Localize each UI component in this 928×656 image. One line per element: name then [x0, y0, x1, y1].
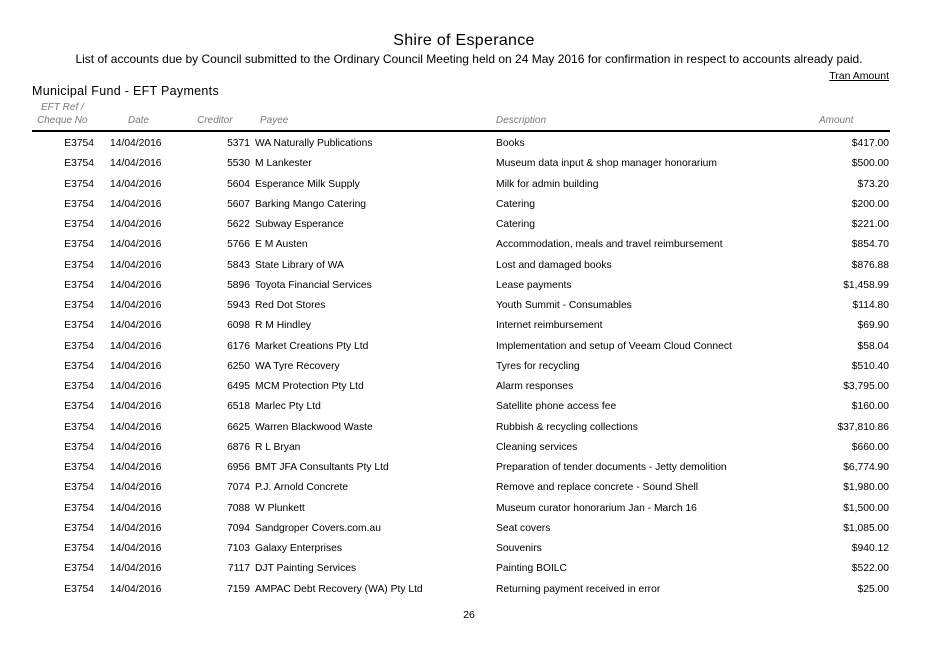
- payments-table-body: [0, 133, 928, 599]
- table-row: [0, 336, 928, 356]
- cell-date: 14/04/2016: [110, 502, 162, 514]
- cell-description: Alarm responses: [496, 381, 574, 392]
- cell-date: 14/04/2016: [110, 279, 162, 291]
- table-row: [0, 275, 928, 295]
- cell-date: 14/04/2016: [110, 543, 162, 554]
- cell-ref: E3754: [64, 300, 94, 311]
- cell-ref: E3754: [64, 482, 94, 494]
- cell-payee: P.J. Arnold Concrete: [255, 482, 349, 494]
- cell-ref: E3754: [64, 563, 94, 575]
- page-title: Shire of Esperance: [393, 32, 535, 49]
- cell-creditor: 6176: [227, 340, 250, 352]
- col-header-ref-line2: Cheque No: [37, 115, 88, 126]
- cell-ref: E3754: [64, 421, 94, 433]
- col-header-creditor: Creditor: [197, 115, 233, 126]
- cell-date: 14/04/2016: [110, 300, 162, 311]
- cell-description: Satellite phone access fee: [496, 401, 617, 413]
- cell-ref: E3754: [64, 381, 94, 392]
- cell-creditor: 6956: [227, 462, 250, 473]
- cell-payee: Toyota Financial Services: [255, 279, 372, 291]
- cell-payee: Esperance Milk Supply: [255, 178, 360, 190]
- col-header-payee: Payee: [260, 115, 289, 126]
- cell-description: Museum data input & shop manager honorarium: [496, 158, 717, 170]
- cell-amount: $660.00: [851, 441, 889, 453]
- table-row: [0, 315, 928, 335]
- table-row: [0, 153, 928, 173]
- cell-description: Preparation of tender documents - Jetty demolition: [496, 462, 727, 473]
- cell-creditor: 5371: [227, 138, 250, 149]
- cell-amount: $854.70: [851, 239, 889, 251]
- cell-date: 14/04/2016: [110, 219, 162, 230]
- cell-description: Remove and replace concrete - Sound Shell: [496, 482, 699, 494]
- cell-creditor: 6495: [227, 381, 250, 392]
- cell-payee: WA Tyre Recovery: [255, 360, 340, 372]
- cell-creditor: 7088: [227, 502, 250, 514]
- cell-amount: $58.04: [857, 340, 889, 352]
- cell-description: Lost and damaged books: [496, 259, 612, 271]
- cell-amount: $510.40: [851, 360, 889, 372]
- cell-date: 14/04/2016: [110, 462, 162, 473]
- cell-payee: DJT Painting Services: [255, 563, 357, 575]
- cell-creditor: 5896: [227, 279, 250, 291]
- cell-creditor: 5622: [227, 219, 250, 230]
- cell-payee: Marlec Pty Ltd: [255, 401, 321, 413]
- table-row: [0, 538, 928, 558]
- cell-creditor: 7103: [227, 543, 250, 554]
- cell-creditor: 6250: [227, 360, 250, 372]
- cell-payee: Galaxy Enterprises: [255, 543, 342, 554]
- cell-payee: MCM Protection Pty Ltd: [255, 381, 364, 392]
- cell-ref: E3754: [64, 360, 94, 372]
- cell-payee: R M Hindley: [255, 320, 312, 332]
- cell-description: Accommodation, meals and travel reimbursement: [496, 239, 723, 251]
- table-row: [0, 255, 928, 275]
- cell-description: Books: [496, 138, 525, 149]
- cell-date: 14/04/2016: [110, 522, 162, 534]
- cell-date: 14/04/2016: [110, 158, 162, 170]
- cell-description: Milk for admin building: [496, 178, 599, 190]
- cell-amount: $1,458.99: [843, 279, 889, 291]
- cell-creditor: 5604: [227, 178, 250, 190]
- cell-amount: $500.00: [851, 158, 889, 170]
- cell-description: Youth Summit - Consumables: [496, 300, 632, 311]
- table-row: [0, 214, 928, 234]
- cell-date: 14/04/2016: [110, 198, 162, 210]
- cell-ref: E3754: [64, 462, 94, 473]
- cell-amount: $200.00: [851, 198, 889, 210]
- cell-creditor: 5943: [227, 300, 250, 311]
- cell-description: Museum curator honorarium Jan - March 16: [496, 502, 697, 514]
- cell-creditor: 6876: [227, 441, 250, 453]
- cell-amount: $1,980.00: [843, 482, 889, 494]
- page-number: 26: [463, 609, 475, 621]
- tran-amount-label: Tran Amount: [829, 70, 889, 82]
- cell-payee: M Lankester: [255, 158, 312, 170]
- cell-payee: WA Naturally Publications: [255, 138, 373, 149]
- col-header-date: Date: [128, 115, 150, 126]
- cell-ref: E3754: [64, 401, 94, 413]
- cell-amount: $221.00: [851, 219, 889, 230]
- table-row: [0, 558, 928, 578]
- cell-payee: R L Bryan: [255, 441, 301, 453]
- table-row: [0, 295, 928, 315]
- cell-creditor: 7094: [227, 522, 250, 534]
- cell-payee: AMPAC Debt Recovery (WA) Pty Ltd: [255, 583, 423, 595]
- section-title: Municipal Fund - EFT Payments: [32, 84, 220, 98]
- cell-ref: E3754: [64, 158, 94, 170]
- cell-amount: $940.12: [851, 543, 889, 554]
- cell-ref: E3754: [64, 239, 94, 251]
- cell-creditor: 5607: [227, 198, 250, 210]
- cell-date: 14/04/2016: [110, 239, 162, 251]
- table-row: [0, 417, 928, 437]
- cell-ref: E3754: [64, 138, 94, 149]
- cell-description: Seat covers: [496, 522, 551, 534]
- table-row: [0, 194, 928, 214]
- cell-date: 14/04/2016: [110, 583, 162, 595]
- cell-ref: E3754: [64, 259, 94, 271]
- cell-description: Souvenirs: [496, 543, 542, 554]
- cell-creditor: 6625: [227, 421, 250, 433]
- cell-payee: Market Creations Pty Ltd: [255, 340, 369, 352]
- header-divider: [32, 130, 890, 132]
- cell-amount: $160.00: [851, 401, 889, 413]
- cell-description: Lease payments: [496, 279, 572, 291]
- cell-description: Implementation and setup of Veeam Cloud Connect: [496, 340, 732, 352]
- cell-ref: E3754: [64, 198, 94, 210]
- table-row: [0, 133, 928, 153]
- cell-amount: $1,500.00: [843, 502, 889, 514]
- cell-amount: $876.88: [851, 259, 889, 271]
- cell-date: 14/04/2016: [110, 381, 162, 392]
- cell-payee: Sandgroper Covers.com.au: [255, 522, 381, 534]
- cell-ref: E3754: [64, 320, 94, 332]
- cell-creditor: 7074: [227, 482, 250, 494]
- cell-payee: E M Austen: [255, 239, 308, 251]
- table-row: [0, 437, 928, 457]
- cell-date: 14/04/2016: [110, 441, 162, 453]
- cell-description: Returning payment received in error: [496, 583, 661, 595]
- cell-ref: E3754: [64, 219, 94, 230]
- cell-amount: $69.90: [857, 320, 889, 332]
- page-subtitle: List of accounts due by Council submitted to the Ordinary Council Meeting held on 24 May 2016 for confirmation in respect to accounts already paid.: [75, 52, 863, 66]
- table-row: [0, 234, 928, 254]
- table-row: [0, 376, 928, 396]
- cell-date: 14/04/2016: [110, 340, 162, 352]
- cell-description: Catering: [496, 219, 535, 230]
- cell-amount: $37,810.86: [837, 421, 889, 433]
- cell-date: 14/04/2016: [110, 563, 162, 575]
- cell-amount: $114.80: [852, 300, 889, 311]
- table-row: [0, 477, 928, 497]
- cell-payee: Barking Mango Catering: [255, 198, 367, 210]
- table-row: [0, 396, 928, 416]
- cell-amount: $1,085.00: [843, 522, 889, 534]
- cell-payee: State Library of WA: [255, 259, 344, 271]
- cell-amount: $6,774.90: [843, 462, 889, 473]
- cell-date: 14/04/2016: [110, 401, 162, 413]
- cell-ref: E3754: [64, 178, 94, 190]
- cell-description: Catering: [496, 198, 535, 210]
- cell-creditor: 6518: [227, 401, 250, 413]
- table-row: [0, 498, 928, 518]
- cell-date: 14/04/2016: [110, 482, 162, 494]
- cell-amount: $3,795.00: [843, 381, 889, 392]
- cell-ref: E3754: [64, 441, 94, 453]
- cell-creditor: 5766: [227, 239, 250, 251]
- cell-date: 14/04/2016: [110, 320, 162, 332]
- cell-payee: Subway Esperance: [255, 219, 344, 230]
- cell-ref: E3754: [64, 340, 94, 352]
- cell-ref: E3754: [64, 279, 94, 291]
- cell-description: Internet reimbursement: [496, 320, 603, 332]
- cell-ref: E3754: [64, 543, 94, 554]
- cell-amount: $25.00: [857, 583, 889, 595]
- cell-payee: BMT JFA Consultants Pty Ltd: [255, 462, 389, 473]
- col-header-description: Description: [496, 115, 547, 126]
- cell-payee: Warren Blackwood Waste: [255, 421, 373, 433]
- cell-creditor: 6098: [227, 320, 250, 332]
- cell-amount: $73.20: [857, 178, 889, 190]
- table-row: [0, 174, 928, 194]
- cell-date: 14/04/2016: [110, 178, 162, 190]
- table-row: [0, 457, 928, 477]
- cell-description: Tyres for recycling: [496, 360, 580, 372]
- cell-date: 14/04/2016: [110, 421, 162, 433]
- cell-description: Rubbish & recycling collections: [496, 421, 638, 433]
- col-header-ref-line1: EFT Ref /: [41, 102, 84, 113]
- table-row: [0, 579, 928, 599]
- cell-ref: E3754: [64, 522, 94, 534]
- cell-ref: E3754: [64, 502, 94, 514]
- cell-creditor: 5843: [227, 259, 250, 271]
- cell-date: 14/04/2016: [110, 138, 162, 149]
- cell-amount: $522.00: [851, 563, 889, 575]
- cell-creditor: 7117: [227, 563, 250, 575]
- table-row: [0, 356, 928, 376]
- col-header-amount: Amount: [819, 115, 854, 126]
- cell-description: Cleaning services: [496, 441, 578, 453]
- table-row: [0, 518, 928, 538]
- cell-date: 14/04/2016: [110, 259, 162, 271]
- cell-payee: W Plunkett: [255, 502, 305, 514]
- cell-date: 14/04/2016: [110, 360, 162, 372]
- cell-ref: E3754: [64, 583, 94, 595]
- cell-creditor: 5530: [227, 158, 250, 170]
- cell-creditor: 7159: [227, 583, 250, 595]
- cell-description: Painting BOILC: [496, 563, 567, 575]
- cell-payee: Red Dot Stores: [255, 300, 326, 311]
- cell-amount: $417.00: [851, 138, 889, 149]
